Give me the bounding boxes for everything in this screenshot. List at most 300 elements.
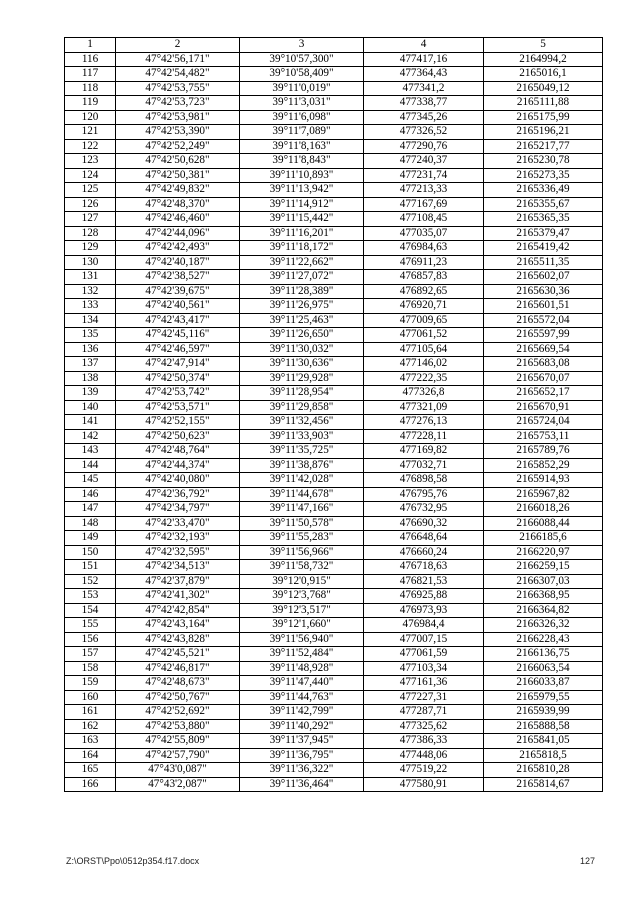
point-number-cell: 117 [65,67,116,82]
y-coordinate-cell: 2165810,28 [484,763,603,778]
point-number-cell: 150 [65,545,116,560]
y-coordinate-cell: 2166307,03 [484,574,603,589]
x-coordinate-cell: 477321,09 [364,400,484,415]
latitude-cell: 47°43'2,087" [116,777,240,792]
table-row [65,415,603,430]
table-row [65,255,603,270]
y-coordinate-cell: 2165724,04 [484,415,603,430]
longitude-cell: 39°11'28,389" [240,284,364,299]
longitude-cell: 39°10'58,409" [240,67,364,82]
x-coordinate-cell: 476690,32 [364,516,484,531]
table-row [65,139,603,154]
longitude-cell: 39°11'42,799" [240,705,364,720]
point-number-cell: 155 [65,618,116,633]
point-number-cell: 118 [65,81,116,96]
x-coordinate-cell: 477364,43 [364,67,484,82]
longitude-cell: 39°11'26,975" [240,299,364,314]
x-coordinate-cell: 476821,53 [364,574,484,589]
longitude-cell: 39°12'0,915" [240,574,364,589]
table-row [65,705,603,720]
table-row [65,342,603,357]
x-coordinate-cell: 476984,4 [364,618,484,633]
x-coordinate-cell: 477146,02 [364,357,484,372]
longitude-cell: 39°11'56,940" [240,632,364,647]
x-coordinate-cell: 477108,45 [364,212,484,227]
x-coordinate-cell: 477345,26 [364,110,484,125]
point-number-cell: 124 [65,168,116,183]
table-row [65,647,603,662]
latitude-cell: 47°42'53,723" [116,96,240,111]
latitude-cell: 47°42'53,571" [116,400,240,415]
point-number-cell: 152 [65,574,116,589]
table-row [65,400,603,415]
x-coordinate-cell: 476892,65 [364,284,484,299]
latitude-cell: 47°42'48,370" [116,197,240,212]
y-coordinate-cell: 2165355,67 [484,197,603,212]
x-coordinate-cell: 477417,16 [364,52,484,67]
latitude-cell: 47°42'43,828" [116,632,240,647]
table-row [65,67,603,82]
x-coordinate-cell: 477228,11 [364,429,484,444]
longitude-cell: 39°11'13,942" [240,183,364,198]
latitude-cell: 47°42'34,797" [116,502,240,517]
table-row [65,719,603,734]
point-number-cell: 164 [65,748,116,763]
longitude-cell: 39°11'30,032" [240,342,364,357]
point-number-cell: 131 [65,270,116,285]
table-row [65,531,603,546]
longitude-cell: 39°12'3,768" [240,589,364,604]
longitude-cell: 39°10'57,300" [240,52,364,67]
y-coordinate-cell: 2165572,04 [484,313,603,328]
latitude-cell: 47°42'46,597" [116,342,240,357]
x-coordinate-cell: 477007,15 [364,632,484,647]
longitude-cell: 39°11'28,954" [240,386,364,401]
point-number-cell: 148 [65,516,116,531]
longitude-cell: 39°11'36,464" [240,777,364,792]
coordinates-table-body [65,38,603,792]
x-coordinate-cell: 477325,62 [364,719,484,734]
latitude-cell: 47°42'55,809" [116,734,240,749]
longitude-cell: 39°11'15,442" [240,212,364,227]
x-coordinate-cell: 477326,8 [364,386,484,401]
table-row [65,241,603,256]
latitude-cell: 47°42'42,854" [116,603,240,618]
latitude-cell: 47°42'40,080" [116,473,240,488]
y-coordinate-cell: 2166136,75 [484,647,603,662]
table-row [65,154,603,169]
point-number-cell: 157 [65,647,116,662]
longitude-cell: 39°11'32,456" [240,415,364,430]
x-coordinate-cell: 476857,83 [364,270,484,285]
x-coordinate-cell: 477169,82 [364,444,484,459]
y-coordinate-cell: 2166185,6 [484,531,603,546]
table-row [65,676,603,691]
table-row [65,603,603,618]
longitude-cell: 39°11'30,636" [240,357,364,372]
x-coordinate-cell: 476732,95 [364,502,484,517]
y-coordinate-cell: 2164994,2 [484,52,603,67]
table-row [65,516,603,531]
footer-page-number: 127 [579,856,595,866]
point-number-cell: 151 [65,560,116,575]
y-coordinate-cell: 2165888,58 [484,719,603,734]
y-coordinate-cell: 2165230,78 [484,154,603,169]
longitude-cell: 39°11'35,725" [240,444,364,459]
x-coordinate-cell: 477276,13 [364,415,484,430]
footer-file-path: Z:\ORST\Ppo\0512p354.f17.docx [66,856,200,866]
y-coordinate-cell: 2166259,15 [484,560,603,575]
latitude-cell: 47°42'56,171" [116,52,240,67]
longitude-cell: 39°11'27,072" [240,270,364,285]
latitude-cell: 47°42'50,381" [116,168,240,183]
longitude-cell: 39°11'3,031" [240,96,364,111]
table-row [65,313,603,328]
x-coordinate-cell: 477341,2 [364,81,484,96]
table-row [65,197,603,212]
x-coordinate-cell: 476795,76 [364,487,484,502]
x-coordinate-cell: 477213,33 [364,183,484,198]
x-coordinate-cell: 477231,74 [364,168,484,183]
point-number-cell: 138 [65,371,116,386]
point-number-cell: 129 [65,241,116,256]
latitude-cell: 47°42'52,692" [116,705,240,720]
longitude-cell: 39°11'44,678" [240,487,364,502]
y-coordinate-cell: 2165049,12 [484,81,603,96]
x-coordinate-cell: 477105,64 [364,342,484,357]
latitude-cell: 47°42'50,623" [116,429,240,444]
table-row [65,81,603,96]
table-row [65,444,603,459]
x-coordinate-cell: 476925,88 [364,589,484,604]
table-row [65,777,603,792]
table-row [65,618,603,633]
x-coordinate-cell: 477222,35 [364,371,484,386]
point-number-cell: 121 [65,125,116,140]
x-coordinate-cell: 477287,71 [364,705,484,720]
table-row [65,458,603,473]
y-coordinate-cell: 2166228,43 [484,632,603,647]
longitude-cell: 39°11'44,763" [240,690,364,705]
table-row [65,357,603,372]
longitude-cell: 39°11'0,019" [240,81,364,96]
table-row [65,574,603,589]
point-number-cell: 140 [65,400,116,415]
latitude-cell: 47°42'50,374" [116,371,240,386]
table-row [65,212,603,227]
column-header-5: 5 [484,38,603,53]
point-number-cell: 154 [65,603,116,618]
x-coordinate-cell: 477061,52 [364,328,484,343]
x-coordinate-cell: 476648,64 [364,531,484,546]
longitude-cell: 39°11'37,945" [240,734,364,749]
longitude-cell: 39°11'36,795" [240,748,364,763]
x-coordinate-cell: 477290,76 [364,139,484,154]
x-coordinate-cell: 477386,33 [364,734,484,749]
latitude-cell: 47°42'34,513" [116,560,240,575]
latitude-cell: 47°42'50,628" [116,154,240,169]
point-number-cell: 137 [65,357,116,372]
y-coordinate-cell: 2165630,36 [484,284,603,299]
point-number-cell: 142 [65,429,116,444]
latitude-cell: 47°42'37,879" [116,574,240,589]
y-coordinate-cell: 2165670,07 [484,371,603,386]
y-coordinate-cell: 2165365,35 [484,212,603,227]
longitude-cell: 39°12'3,517" [240,603,364,618]
latitude-cell: 47°42'49,832" [116,183,240,198]
y-coordinate-cell: 2165597,99 [484,328,603,343]
table-row [65,589,603,604]
longitude-cell: 39°11'29,928" [240,371,364,386]
latitude-cell: 47°42'43,417" [116,313,240,328]
latitude-cell: 47°42'48,764" [116,444,240,459]
y-coordinate-cell: 2166033,87 [484,676,603,691]
longitude-cell: 39°11'14,912" [240,197,364,212]
point-number-cell: 141 [65,415,116,430]
point-number-cell: 135 [65,328,116,343]
point-number-cell: 126 [65,197,116,212]
y-coordinate-cell: 2165196,21 [484,125,603,140]
table-row [65,473,603,488]
longitude-cell: 39°11'47,440" [240,676,364,691]
longitude-cell: 39°11'50,578" [240,516,364,531]
x-coordinate-cell: 477009,65 [364,313,484,328]
x-coordinate-cell: 477032,71 [364,458,484,473]
table-row [65,371,603,386]
longitude-cell: 39°11'8,163" [240,139,364,154]
longitude-cell: 39°11'58,732" [240,560,364,575]
latitude-cell: 47°42'57,790" [116,748,240,763]
latitude-cell: 47°42'39,675" [116,284,240,299]
latitude-cell: 47°42'47,914" [116,357,240,372]
table-row [65,429,603,444]
y-coordinate-cell: 2165914,93 [484,473,603,488]
latitude-cell: 47°42'36,792" [116,487,240,502]
point-number-cell: 160 [65,690,116,705]
point-number-cell: 132 [65,284,116,299]
y-coordinate-cell: 2165669,54 [484,342,603,357]
table-header-row [65,38,603,53]
point-number-cell: 130 [65,255,116,270]
latitude-cell: 47°42'53,390" [116,125,240,140]
longitude-cell: 39°11'36,322" [240,763,364,778]
longitude-cell: 39°11'8,843" [240,154,364,169]
longitude-cell: 39°11'42,028" [240,473,364,488]
latitude-cell: 47°42'48,673" [116,676,240,691]
latitude-cell: 47°43'0,087" [116,763,240,778]
point-number-cell: 123 [65,154,116,169]
table-row [65,226,603,241]
point-number-cell: 119 [65,96,116,111]
latitude-cell: 47°42'41,302" [116,589,240,604]
x-coordinate-cell: 477519,22 [364,763,484,778]
table-row [65,661,603,676]
longitude-cell: 39°11'7,089" [240,125,364,140]
y-coordinate-cell: 2165818,5 [484,748,603,763]
point-number-cell: 120 [65,110,116,125]
y-coordinate-cell: 2165217,77 [484,139,603,154]
latitude-cell: 47°42'32,595" [116,545,240,560]
point-number-cell: 146 [65,487,116,502]
point-number-cell: 116 [65,52,116,67]
table-row [65,632,603,647]
point-number-cell: 149 [65,531,116,546]
latitude-cell: 47°42'53,755" [116,81,240,96]
latitude-cell: 47°42'40,187" [116,255,240,270]
point-number-cell: 153 [65,589,116,604]
longitude-cell: 39°11'16,201" [240,226,364,241]
x-coordinate-cell: 476660,24 [364,545,484,560]
table-row [65,502,603,517]
y-coordinate-cell: 2165336,49 [484,183,603,198]
point-number-cell: 134 [65,313,116,328]
longitude-cell: 39°11'29,858" [240,400,364,415]
point-number-cell: 156 [65,632,116,647]
y-coordinate-cell: 2166364,82 [484,603,603,618]
point-number-cell: 147 [65,502,116,517]
point-number-cell: 166 [65,777,116,792]
longitude-cell: 39°11'47,166" [240,502,364,517]
y-coordinate-cell: 2165979,55 [484,690,603,705]
y-coordinate-cell: 2165379,47 [484,226,603,241]
column-header-4: 4 [364,38,484,53]
table-row [65,284,603,299]
longitude-cell: 39°11'55,283" [240,531,364,546]
table-row [65,690,603,705]
latitude-cell: 47°42'38,527" [116,270,240,285]
point-number-cell: 128 [65,226,116,241]
point-number-cell: 162 [65,719,116,734]
y-coordinate-cell: 2165841,05 [484,734,603,749]
point-number-cell: 165 [65,763,116,778]
latitude-cell: 47°42'46,460" [116,212,240,227]
longitude-cell: 39°11'10,893" [240,168,364,183]
point-number-cell: 127 [65,212,116,227]
longitude-cell: 39°11'22,662" [240,255,364,270]
point-number-cell: 139 [65,386,116,401]
y-coordinate-cell: 2166088,44 [484,516,603,531]
point-number-cell: 122 [65,139,116,154]
y-coordinate-cell: 2165789,76 [484,444,603,459]
x-coordinate-cell: 476973,93 [364,603,484,618]
table-row [65,763,603,778]
point-number-cell: 158 [65,661,116,676]
column-header-1: 1 [65,38,116,53]
y-coordinate-cell: 2166326,32 [484,618,603,633]
column-header-3: 3 [240,38,364,53]
y-coordinate-cell: 2166220,97 [484,545,603,560]
y-coordinate-cell: 2165511,35 [484,255,603,270]
y-coordinate-cell: 2165419,42 [484,241,603,256]
latitude-cell: 47°42'45,521" [116,647,240,662]
latitude-cell: 47°42'44,374" [116,458,240,473]
latitude-cell: 47°42'33,470" [116,516,240,531]
point-number-cell: 136 [65,342,116,357]
x-coordinate-cell: 476898,58 [364,473,484,488]
latitude-cell: 47°42'53,880" [116,719,240,734]
point-number-cell: 145 [65,473,116,488]
y-coordinate-cell: 2166018,26 [484,502,603,517]
longitude-cell: 39°11'38,876" [240,458,364,473]
point-number-cell: 163 [65,734,116,749]
latitude-cell: 47°42'42,493" [116,241,240,256]
y-coordinate-cell: 2165670,91 [484,400,603,415]
longitude-cell: 39°11'40,292" [240,719,364,734]
latitude-cell: 47°42'50,767" [116,690,240,705]
longitude-cell: 39°11'25,463" [240,313,364,328]
table-row [65,52,603,67]
latitude-cell: 47°42'53,981" [116,110,240,125]
longitude-cell: 39°11'26,650" [240,328,364,343]
longitude-cell: 39°11'6,098" [240,110,364,125]
table-row [65,487,603,502]
table-row [65,110,603,125]
y-coordinate-cell: 2165111,88 [484,96,603,111]
y-coordinate-cell: 2166063,54 [484,661,603,676]
x-coordinate-cell: 476911,23 [364,255,484,270]
table-row [65,96,603,111]
y-coordinate-cell: 2165753,11 [484,429,603,444]
y-coordinate-cell: 2165814,67 [484,777,603,792]
point-number-cell: 159 [65,676,116,691]
x-coordinate-cell: 476984,63 [364,241,484,256]
y-coordinate-cell: 2165939,99 [484,705,603,720]
point-number-cell: 143 [65,444,116,459]
point-number-cell: 144 [65,458,116,473]
x-coordinate-cell: 477227,31 [364,690,484,705]
longitude-cell: 39°11'18,172" [240,241,364,256]
longitude-cell: 39°11'56,966" [240,545,364,560]
y-coordinate-cell: 2166368,95 [484,589,603,604]
x-coordinate-cell: 477580,91 [364,777,484,792]
x-coordinate-cell: 477448,06 [364,748,484,763]
table-row [65,545,603,560]
y-coordinate-cell: 2165273,35 [484,168,603,183]
y-coordinate-cell: 2165175,99 [484,110,603,125]
x-coordinate-cell: 477061,59 [364,647,484,662]
x-coordinate-cell: 477035,07 [364,226,484,241]
longitude-cell: 39°12'1,660" [240,618,364,633]
x-coordinate-cell: 477240,37 [364,154,484,169]
table-row [65,386,603,401]
y-coordinate-cell: 2165601,51 [484,299,603,314]
x-coordinate-cell: 477103,34 [364,661,484,676]
table-row [65,560,603,575]
latitude-cell: 47°42'43,164" [116,618,240,633]
table-row [65,125,603,140]
latitude-cell: 47°42'45,116" [116,328,240,343]
table-row [65,299,603,314]
latitude-cell: 47°42'32,193" [116,531,240,546]
latitude-cell: 47°42'40,561" [116,299,240,314]
x-coordinate-cell: 477338,77 [364,96,484,111]
y-coordinate-cell: 2165852,29 [484,458,603,473]
table-row [65,748,603,763]
point-number-cell: 133 [65,299,116,314]
table-row [65,270,603,285]
latitude-cell: 47°42'46,817" [116,661,240,676]
latitude-cell: 47°42'44,096" [116,226,240,241]
latitude-cell: 47°42'52,249" [116,139,240,154]
longitude-cell: 39°11'48,928" [240,661,364,676]
point-number-cell: 125 [65,183,116,198]
x-coordinate-cell: 477167,69 [364,197,484,212]
x-coordinate-cell: 477161,36 [364,676,484,691]
y-coordinate-cell: 2165016,1 [484,67,603,82]
coordinates-table [64,37,603,792]
latitude-cell: 47°42'52,155" [116,415,240,430]
latitude-cell: 47°42'53,742" [116,386,240,401]
